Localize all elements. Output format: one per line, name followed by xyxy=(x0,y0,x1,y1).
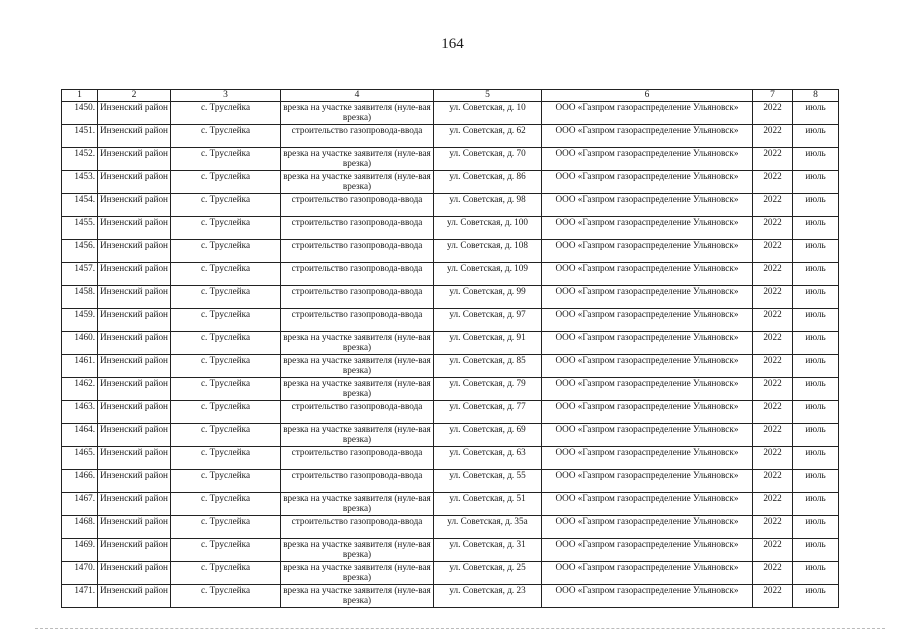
work-type-cell: врезка на участке заявителя (нуле-вая врезка) xyxy=(281,492,434,515)
district-cell: Инзенский район xyxy=(98,331,171,354)
year-cell: 2022 xyxy=(753,492,793,515)
row-number-cell: 1456. xyxy=(62,239,98,262)
table-row xyxy=(62,423,839,446)
row-number-cell: 1466. xyxy=(62,469,98,492)
table-header-row xyxy=(62,90,839,102)
row-number-cell: 1455. xyxy=(62,216,98,239)
month-cell: июль xyxy=(793,239,839,262)
month-cell: июль xyxy=(793,538,839,561)
month-cell: июль xyxy=(793,124,839,147)
month-cell: июль xyxy=(793,101,839,124)
locality-cell: с. Труслейка xyxy=(171,262,281,285)
organization-cell: ООО «Газпром газораспределение Ульяновск» xyxy=(542,262,753,285)
district-cell: Инзенский район xyxy=(98,170,171,193)
district-cell: Инзенский район xyxy=(98,239,171,262)
locality-cell: с. Труслейка xyxy=(171,423,281,446)
row-number-cell: 1460. xyxy=(62,331,98,354)
work-type-cell: врезка на участке заявителя (нуле-вая врезка) xyxy=(281,377,434,400)
row-number-cell: 1463. xyxy=(62,400,98,423)
year-cell: 2022 xyxy=(753,354,793,377)
organization-cell: ООО «Газпром газораспределение Ульяновск» xyxy=(542,331,753,354)
header-cell: 7 xyxy=(753,90,793,102)
work-type-cell: врезка на участке заявителя (нуле-вая врезка) xyxy=(281,538,434,561)
header-cell: 5 xyxy=(434,90,542,102)
header-cell: 4 xyxy=(281,90,434,102)
row-number-cell: 1469. xyxy=(62,538,98,561)
district-cell: Инзенский район xyxy=(98,101,171,124)
locality-cell: с. Труслейка xyxy=(171,538,281,561)
locality-cell: с. Труслейка xyxy=(171,147,281,170)
month-cell: июль xyxy=(793,423,839,446)
organization-cell: ООО «Газпром газораспределение Ульяновск» xyxy=(542,216,753,239)
header-cell: 8 xyxy=(793,90,839,102)
row-number-cell: 1458. xyxy=(62,285,98,308)
locality-cell: с. Труслейка xyxy=(171,584,281,607)
year-cell: 2022 xyxy=(753,561,793,584)
table-row xyxy=(62,492,839,515)
locality-cell: с. Труслейка xyxy=(171,354,281,377)
organization-cell: ООО «Газпром газораспределение Ульяновск» xyxy=(542,101,753,124)
work-type-cell: строительство газопровода-ввода xyxy=(281,262,434,285)
gas-connection-table xyxy=(61,89,839,608)
year-cell: 2022 xyxy=(753,239,793,262)
row-number-cell: 1467. xyxy=(62,492,98,515)
year-cell: 2022 xyxy=(753,469,793,492)
header-cell: 1 xyxy=(62,90,98,102)
organization-cell: ООО «Газпром газораспределение Ульяновск» xyxy=(542,538,753,561)
district-cell: Инзенский район xyxy=(98,446,171,469)
row-number-cell: 1450. xyxy=(62,101,98,124)
organization-cell: ООО «Газпром газораспределение Ульяновск» xyxy=(542,561,753,584)
year-cell: 2022 xyxy=(753,193,793,216)
month-cell: июль xyxy=(793,377,839,400)
address-cell: ул. Советская, д. 10 xyxy=(434,101,542,124)
address-cell: ул. Советская, д. 86 xyxy=(434,170,542,193)
locality-cell: с. Труслейка xyxy=(171,285,281,308)
row-number-cell: 1451. xyxy=(62,124,98,147)
row-number-cell: 1454. xyxy=(62,193,98,216)
work-type-cell: врезка на участке заявителя (нуле-вая врезка) xyxy=(281,354,434,377)
work-type-cell: врезка на участке заявителя (нуле-вая врезка) xyxy=(281,101,434,124)
year-cell: 2022 xyxy=(753,331,793,354)
work-type-cell: врезка на участке заявителя (нуле-вая врезка) xyxy=(281,561,434,584)
month-cell: июль xyxy=(793,262,839,285)
organization-cell: ООО «Газпром газораспределение Ульяновск» xyxy=(542,400,753,423)
locality-cell: с. Труслейка xyxy=(171,193,281,216)
district-cell: Инзенский район xyxy=(98,469,171,492)
locality-cell: с. Труслейка xyxy=(171,124,281,147)
row-number-cell: 1464. xyxy=(62,423,98,446)
district-cell: Инзенский район xyxy=(98,492,171,515)
year-cell: 2022 xyxy=(753,308,793,331)
district-cell: Инзенский район xyxy=(98,400,171,423)
row-number-cell: 1465. xyxy=(62,446,98,469)
work-type-cell: врезка на участке заявителя (нуле-вая врезка) xyxy=(281,423,434,446)
row-number-cell: 1457. xyxy=(62,262,98,285)
work-type-cell: врезка на участке заявителя (нуле-вая врезка) xyxy=(281,331,434,354)
address-cell: ул. Советская, д. 51 xyxy=(434,492,542,515)
month-cell: июль xyxy=(793,193,839,216)
year-cell: 2022 xyxy=(753,147,793,170)
organization-cell: ООО «Газпром газораспределение Ульяновск» xyxy=(542,515,753,538)
year-cell: 2022 xyxy=(753,584,793,607)
row-number-cell: 1462. xyxy=(62,377,98,400)
header-cell: 2 xyxy=(98,90,171,102)
table-row xyxy=(62,308,839,331)
table-row xyxy=(62,538,839,561)
table-row xyxy=(62,515,839,538)
month-cell: июль xyxy=(793,354,839,377)
organization-cell: ООО «Газпром газораспределение Ульяновск» xyxy=(542,193,753,216)
address-cell: ул. Советская, д. 69 xyxy=(434,423,542,446)
table-row xyxy=(62,147,839,170)
address-cell: ул. Советская, д. 31 xyxy=(434,538,542,561)
organization-cell: ООО «Газпром газораспределение Ульяновск» xyxy=(542,124,753,147)
year-cell: 2022 xyxy=(753,216,793,239)
address-cell: ул. Советская, д. 99 xyxy=(434,285,542,308)
work-type-cell: строительство газопровода-ввода xyxy=(281,216,434,239)
address-cell: ул. Советская, д. 109 xyxy=(434,262,542,285)
locality-cell: с. Труслейка xyxy=(171,400,281,423)
month-cell: июль xyxy=(793,170,839,193)
district-cell: Инзенский район xyxy=(98,538,171,561)
locality-cell: с. Труслейка xyxy=(171,216,281,239)
organization-cell: ООО «Газпром газораспределение Ульяновск» xyxy=(542,239,753,262)
district-cell: Инзенский район xyxy=(98,124,171,147)
work-type-cell: врезка на участке заявителя (нуле-вая врезка) xyxy=(281,584,434,607)
header-cell: 3 xyxy=(171,90,281,102)
table-row xyxy=(62,331,839,354)
month-cell: июль xyxy=(793,308,839,331)
row-number-cell: 1470. xyxy=(62,561,98,584)
organization-cell: ООО «Газпром газораспределение Ульяновск» xyxy=(542,492,753,515)
work-type-cell: строительство газопровода-ввода xyxy=(281,446,434,469)
table-row xyxy=(62,446,839,469)
address-cell: ул. Советская, д. 62 xyxy=(434,124,542,147)
organization-cell: ООО «Газпром газораспределение Ульяновск» xyxy=(542,308,753,331)
address-cell: ул. Советская, д. 79 xyxy=(434,377,542,400)
table-row xyxy=(62,584,839,607)
year-cell: 2022 xyxy=(753,423,793,446)
table-row xyxy=(62,124,839,147)
district-cell: Инзенский район xyxy=(98,193,171,216)
address-cell: ул. Советская, д. 23 xyxy=(434,584,542,607)
address-cell: ул. Советская, д. 77 xyxy=(434,400,542,423)
locality-cell: с. Труслейка xyxy=(171,469,281,492)
locality-cell: с. Труслейка xyxy=(171,377,281,400)
organization-cell: ООО «Газпром газораспределение Ульяновск» xyxy=(542,377,753,400)
address-cell: ул. Советская, д. 85 xyxy=(434,354,542,377)
month-cell: июль xyxy=(793,147,839,170)
year-cell: 2022 xyxy=(753,101,793,124)
address-cell: ул. Советская, д. 108 xyxy=(434,239,542,262)
month-cell: июль xyxy=(793,446,839,469)
district-cell: Инзенский район xyxy=(98,262,171,285)
year-cell: 2022 xyxy=(753,515,793,538)
table-row xyxy=(62,170,839,193)
year-cell: 2022 xyxy=(753,285,793,308)
row-number-cell: 1459. xyxy=(62,308,98,331)
table-row xyxy=(62,561,839,584)
organization-cell: ООО «Газпром газораспределение Ульяновск» xyxy=(542,170,753,193)
work-type-cell: строительство газопровода-ввода xyxy=(281,515,434,538)
locality-cell: с. Труслейка xyxy=(171,239,281,262)
locality-cell: с. Труслейка xyxy=(171,446,281,469)
year-cell: 2022 xyxy=(753,124,793,147)
work-type-cell: строительство газопровода-ввода xyxy=(281,239,434,262)
district-cell: Инзенский район xyxy=(98,354,171,377)
year-cell: 2022 xyxy=(753,400,793,423)
month-cell: июль xyxy=(793,285,839,308)
address-cell: ул. Советская, д. 98 xyxy=(434,193,542,216)
locality-cell: с. Труслейка xyxy=(171,101,281,124)
month-cell: июль xyxy=(793,331,839,354)
district-cell: Инзенский район xyxy=(98,285,171,308)
district-cell: Инзенский район xyxy=(98,561,171,584)
district-cell: Инзенский район xyxy=(98,515,171,538)
work-type-cell: строительство газопровода-ввода xyxy=(281,400,434,423)
organization-cell: ООО «Газпром газораспределение Ульяновск» xyxy=(542,147,753,170)
year-cell: 2022 xyxy=(753,446,793,469)
year-cell: 2022 xyxy=(753,377,793,400)
month-cell: июль xyxy=(793,469,839,492)
row-number-cell: 1461. xyxy=(62,354,98,377)
month-cell: июль xyxy=(793,400,839,423)
work-type-cell: врезка на участке заявителя (нуле-вая врезка) xyxy=(281,147,434,170)
month-cell: июль xyxy=(793,216,839,239)
table-row xyxy=(62,193,839,216)
organization-cell: ООО «Газпром газораспределение Ульяновск» xyxy=(542,423,753,446)
locality-cell: с. Труслейка xyxy=(171,308,281,331)
year-cell: 2022 xyxy=(753,538,793,561)
row-number-cell: 1453. xyxy=(62,170,98,193)
work-type-cell: строительство газопровода-ввода xyxy=(281,124,434,147)
address-cell: ул. Советская, д. 25 xyxy=(434,561,542,584)
district-cell: Инзенский район xyxy=(98,308,171,331)
address-cell: ул. Советская, д. 63 xyxy=(434,446,542,469)
row-number-cell: 1471. xyxy=(62,584,98,607)
year-cell: 2022 xyxy=(753,262,793,285)
organization-cell: ООО «Газпром газораспределение Ульяновск» xyxy=(542,446,753,469)
address-cell: ул. Советская, д. 100 xyxy=(434,216,542,239)
locality-cell: с. Труслейка xyxy=(171,492,281,515)
work-type-cell: строительство газопровода-ввода xyxy=(281,469,434,492)
locality-cell: с. Труслейка xyxy=(171,561,281,584)
work-type-cell: строительство газопровода-ввода xyxy=(281,285,434,308)
locality-cell: с. Труслейка xyxy=(171,515,281,538)
district-cell: Инзенский район xyxy=(98,584,171,607)
address-cell: ул. Советская, д. 91 xyxy=(434,331,542,354)
organization-cell: ООО «Газпром газораспределение Ульяновск» xyxy=(542,354,753,377)
table-row xyxy=(62,354,839,377)
year-cell: 2022 xyxy=(753,170,793,193)
table-row xyxy=(62,400,839,423)
table-row xyxy=(62,262,839,285)
row-number-cell: 1452. xyxy=(62,147,98,170)
work-type-cell: строительство газопровода-ввода xyxy=(281,193,434,216)
organization-cell: ООО «Газпром газораспределение Ульяновск» xyxy=(542,285,753,308)
page-bottom-rule xyxy=(35,628,885,629)
work-type-cell: врезка на участке заявителя (нуле-вая врезка) xyxy=(281,170,434,193)
page-number: 164 xyxy=(441,36,464,52)
district-cell: Инзенский район xyxy=(98,423,171,446)
table-row xyxy=(62,469,839,492)
locality-cell: с. Труслейка xyxy=(171,331,281,354)
table-row xyxy=(62,101,839,124)
month-cell: июль xyxy=(793,584,839,607)
address-cell: ул. Советская, д. 97 xyxy=(434,308,542,331)
district-cell: Инзенский район xyxy=(98,377,171,400)
district-cell: Инзенский район xyxy=(98,216,171,239)
table-row xyxy=(62,285,839,308)
row-number-cell: 1468. xyxy=(62,515,98,538)
work-type-cell: строительство газопровода-ввода xyxy=(281,308,434,331)
month-cell: июль xyxy=(793,492,839,515)
address-cell: ул. Советская, д. 35а xyxy=(434,515,542,538)
header-cell: 6 xyxy=(542,90,753,102)
table-row xyxy=(62,377,839,400)
address-cell: ул. Советская, д. 55 xyxy=(434,469,542,492)
district-cell: Инзенский район xyxy=(98,147,171,170)
month-cell: июль xyxy=(793,515,839,538)
table-row xyxy=(62,239,839,262)
month-cell: июль xyxy=(793,561,839,584)
table-body xyxy=(62,101,839,607)
locality-cell: с. Труслейка xyxy=(171,170,281,193)
organization-cell: ООО «Газпром газораспределение Ульяновск» xyxy=(542,469,753,492)
address-cell: ул. Советская, д. 70 xyxy=(434,147,542,170)
table-row xyxy=(62,216,839,239)
organization-cell: ООО «Газпром газораспределение Ульяновск» xyxy=(542,584,753,607)
